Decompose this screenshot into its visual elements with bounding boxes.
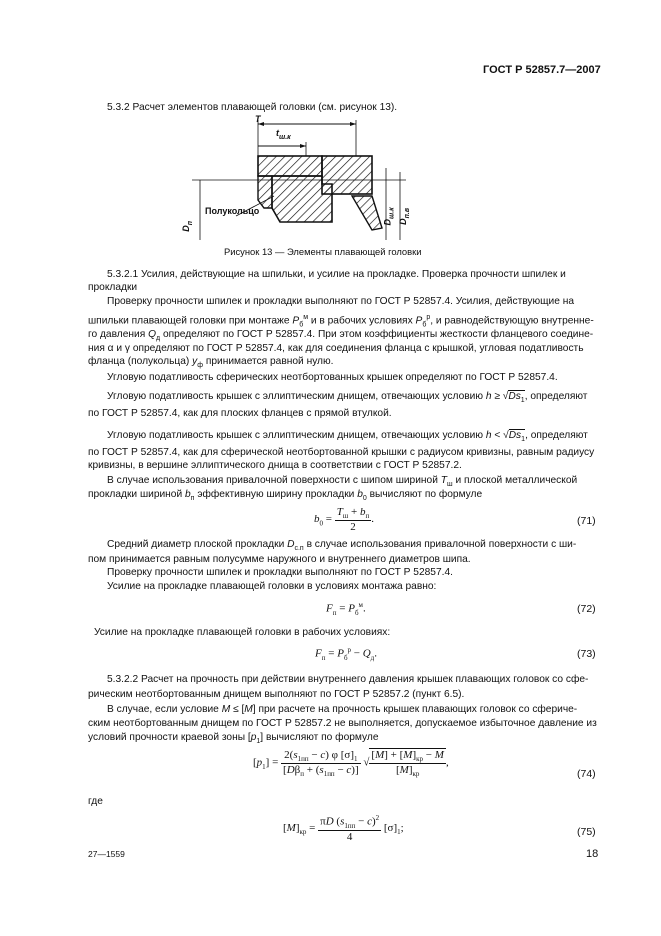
p7-line1: Средний диаметр плоской прокладки $D_{с.п}$ в случае использования привалочной поверхности с ши- <box>107 539 577 553</box>
p11-line1: 5.3.2.2 Расчет на прочность при действии внутреннего давления крышек плавающих головок со сфе- <box>107 674 589 685</box>
dim-Dnv-label: $D_{п.в}$ <box>398 207 411 225</box>
p1-line2: прокладки <box>88 282 138 293</box>
p4-line2: по ГОСТ Р 52857.4, как для плоских фланцев с прямой втулкой. <box>88 408 392 419</box>
p12-line1: В случае, если условие M ≤ [M] при расчете на прочность крышек плавающих головок со сфериче- <box>107 704 578 715</box>
equation-number-72: (72) <box>577 603 596 615</box>
equation-number-75: (75) <box>577 826 596 838</box>
p2-line5: фланца (полукольца) $y_ф$ принимается равной нулю. <box>88 356 334 370</box>
dim-T-label: T <box>255 114 261 124</box>
p5-line1: Угловую податливость крышек с эллиптическим днищем, отвечающих условию $h < √Ds_1$, определяют <box>107 430 588 444</box>
p11-line2: рическим неотбортованным днищем выполняют по ГОСТ Р 52857.2 (пункт 6.5). <box>88 689 465 700</box>
where-label: где <box>88 796 103 807</box>
equation-number-71: (71) <box>577 515 596 527</box>
half-ring-label: Полукольцо <box>205 206 260 216</box>
p10: Усилие на прокладке плавающей головки в рабочих условиях: <box>94 627 391 638</box>
dim-Dp-label: $D_п$ <box>180 221 194 232</box>
equation-71: $b_0$ = $\frac{T_ш + b_п}{2}$ . <box>314 506 374 534</box>
floating-head-diagram <box>176 112 436 242</box>
p2-line4: ния α и γ определяют по ГОСТ Р 52857.4, как для соединения фланца с крышкой, угловая податливость <box>88 343 584 354</box>
section-title: 5.3.2 Расчет элементов плавающей головки (см. рисунок 13). <box>107 102 398 113</box>
equation-75: $[M]_{кр}$ = $\frac{\pi D (s_{1пп} - c)^2}{4}$ $[\sigma]_1$; <box>283 814 404 843</box>
p6-line1: В случае использования привалочной поверхности с шипом шириной $T_ш$ и плоской металлической <box>107 475 578 489</box>
p2-line3: го давления $Q_д$ определяют по ГОСТ Р 52857.4. При этом коэффициенты жесткости фланцевого соедине- <box>88 329 594 343</box>
equation-72: $F_п = P_б^м$. <box>326 601 366 617</box>
figure-caption: Рисунок 13 — Элементы плавающей головки <box>224 246 422 257</box>
dim-Dsh-label: $D_{ш.к}$ <box>382 207 396 226</box>
dim-t-label: $t_{ш.к}$ <box>276 128 291 141</box>
p6-line2: прокладки шириной $b_п$ эффективную ширину прокладки $b_0$ вычисляют по формуле <box>88 489 483 503</box>
p9: Усилие на прокладке плавающей головки в условиях монтажа равно: <box>107 581 437 592</box>
p1-line1: 5.3.2.1 Усилия, действующие на шпильки, и усилие на прокладке. Проверка прочности шпилек и <box>107 269 566 280</box>
p2-line1: Проверку прочности шпилек и прокладки выполняют по ГОСТ Р 52857.4. Усилия, действующие на <box>107 296 575 307</box>
p7-line2: пом принимается равным полусумме наружного и внутреннего диаметров шипа. <box>88 554 471 565</box>
equation-74: $[p_1]$ = $\frac{2(s_{1пп} - c) \varphi [\sigma]_1}{[D\beta_п + (s_{1пп} - c)]}$ √ $\frac{[M] + [M]_{кр} - M}{[M]_{кр}}$ , <box>253 748 449 779</box>
page-number: 18 <box>586 848 599 860</box>
footer-code: 27—1559 <box>88 849 125 859</box>
p4-line1: Угловую податливость крышек с эллиптическим днищем, отвечающих условию $h \ge √Ds_1$, определяют <box>107 391 588 405</box>
p12-line2: ским неотбортованным днищем по ГОСТ Р 52857.2 не выполняется, допускаемое избыточное давление из <box>88 718 597 729</box>
p3: Угловую податливость сферических неотбортованных крышек определяют по ГОСТ Р 52857.4. <box>107 372 558 383</box>
equation-number-73: (73) <box>577 648 596 660</box>
p5-line2: по ГОСТ Р 52857.4, как для сферической неотбортованной крышки с радиусом кривизны, равным радиусу <box>88 447 595 458</box>
equation-73: $F_п = P_б^р - Q_д$. <box>315 646 377 662</box>
p2-line2: шпильки плавающей головки при монтаже $P_б^м$ и в рабочих условиях $P_б^р$, и равнодействующую внутренне- <box>88 314 594 329</box>
equation-number-74: (74) <box>577 768 596 780</box>
p12-line3: условий прочности краевой зоны $[p_1]$ вычисляют по формуле <box>88 732 379 746</box>
p5-line3: кривизны, в вершине эллиптического днища в соответствии с ГОСТ Р 52857.2. <box>88 460 462 471</box>
standard-header: ГОСТ Р 52857.7—2007 <box>483 64 601 76</box>
p8: Проверку прочности шпилек и прокладки выполняют по ГОСТ Р 52857.4. <box>107 567 453 578</box>
